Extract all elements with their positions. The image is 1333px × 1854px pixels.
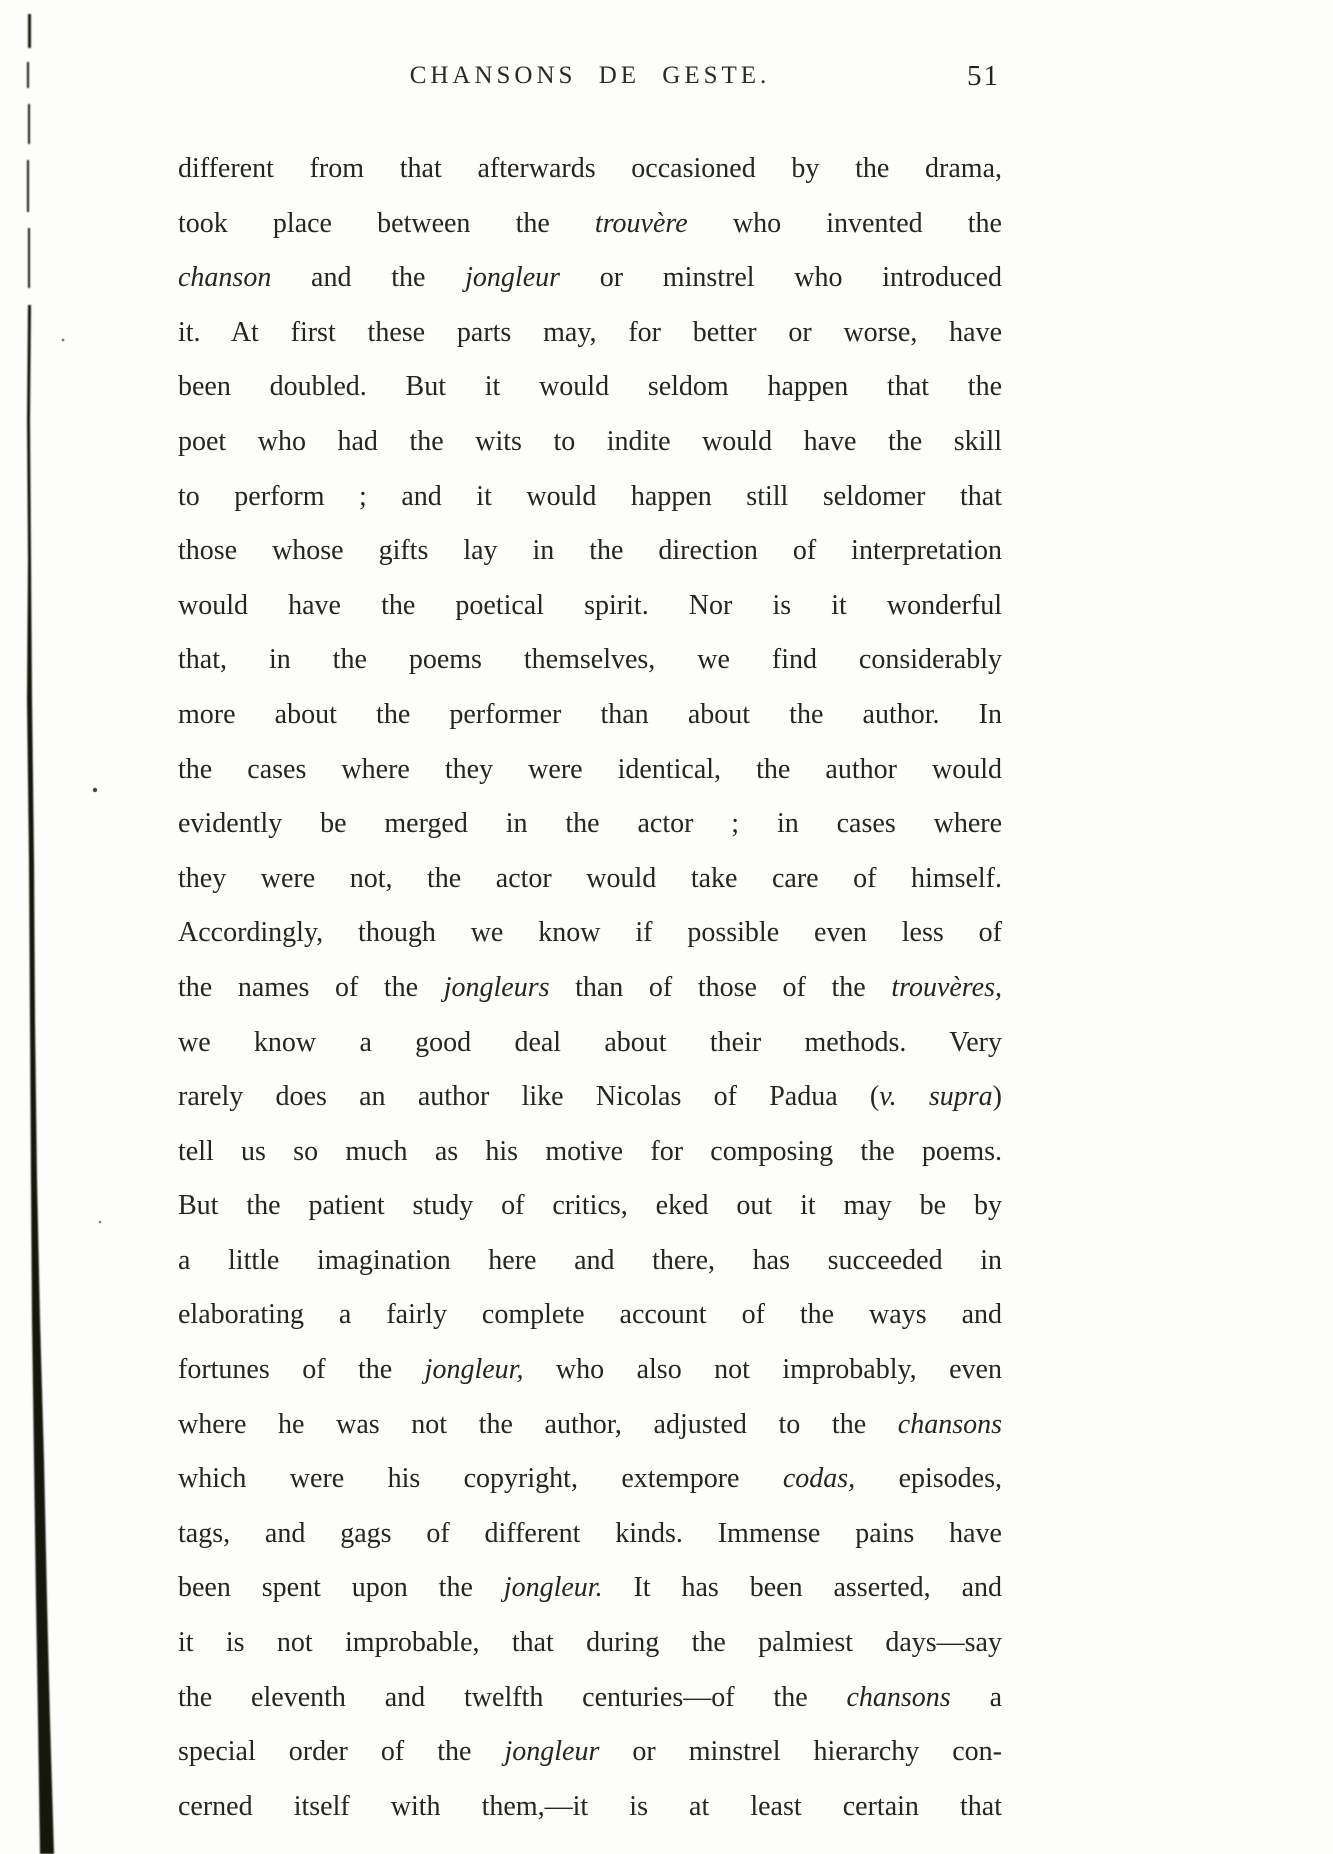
text-line xyxy=(178,1343,1002,1398)
text-line xyxy=(178,852,1002,907)
italic-term: jongleurs xyxy=(443,971,550,1003)
binding-top-marks xyxy=(27,14,31,288)
text-segment: evidently be merged in the actor ; in cases where xyxy=(178,808,1002,840)
text-segment: than of those of the xyxy=(549,971,892,1003)
text-segment: or minstrel who introduced xyxy=(560,262,1002,294)
text-segment: the eleventh and twelfth centuries—of the xyxy=(178,1681,847,1713)
text-segment: we know a good deal about their methods. Very xyxy=(178,1026,1002,1058)
page-header xyxy=(178,56,1002,118)
italic-term: chansons xyxy=(846,1681,951,1713)
text-line xyxy=(178,1125,1002,1180)
italic-term: jongleur xyxy=(465,262,561,294)
text-segment: would have the poetical spirit. Nor is it wonderful xyxy=(178,589,1002,621)
page-number: 51 xyxy=(967,60,1000,92)
text-segment: different from that afterwards occasioned by the drama, xyxy=(178,153,1002,184)
text-segment: where he was not the author, adjusted to the xyxy=(178,1408,898,1440)
text-line xyxy=(178,1725,1002,1780)
italic-term: jongleur, xyxy=(424,1354,524,1386)
text-line xyxy=(178,415,1002,470)
text-segment: poet who had the wits to indite would have the skill xyxy=(178,425,1002,457)
text-line xyxy=(178,1179,1002,1234)
text-segment: the names of the xyxy=(178,971,444,1003)
text-line xyxy=(178,1780,1002,1835)
text-line xyxy=(178,1288,1002,1343)
text-line xyxy=(178,1561,1002,1616)
italic-term: codas, xyxy=(782,1463,856,1495)
text-segment: been spent upon the xyxy=(178,1572,504,1604)
text-segment: special order of the xyxy=(178,1736,505,1768)
text-segment: tags, and gags of different kinds. Immense pains have xyxy=(178,1517,1002,1549)
text-line xyxy=(178,688,1002,743)
text-segment: took place between the xyxy=(178,207,595,239)
text-segment: been doubled. But it would seldom happen that the xyxy=(178,371,1002,403)
text-line xyxy=(178,1671,1002,1726)
text-segment: that, in the poems themselves, we find considerably xyxy=(178,644,1002,676)
italic-term: chanson xyxy=(178,262,272,294)
text-segment: rarely does an author like Nicolas of Padua ( xyxy=(178,1081,880,1113)
text-line xyxy=(178,797,1002,852)
italic-term: jongleur xyxy=(504,1736,600,1768)
text-segment: cerned itself with them,—it is at least certain that xyxy=(178,1790,1002,1822)
page-content xyxy=(178,56,1002,1834)
body-text xyxy=(178,142,1002,1834)
text-line xyxy=(178,633,1002,688)
ink-speck xyxy=(62,339,65,342)
text-line xyxy=(178,524,1002,579)
text-segment: tell us so much as his motive for composing the poems. xyxy=(178,1135,1002,1167)
text-line xyxy=(178,360,1002,415)
italic-term: jongleur. xyxy=(503,1572,603,1604)
text-line xyxy=(178,470,1002,525)
text-segment: it. At first these parts may, for better or worse, have xyxy=(178,316,1002,348)
italic-term: chansons xyxy=(897,1408,1002,1440)
text-segment: it is not improbable, that during the palmiest days—say xyxy=(178,1627,1002,1659)
text-segment: or minstrel hierarchy con- xyxy=(599,1736,1002,1768)
binding-main-line xyxy=(27,305,54,1854)
text-segment: It has been asserted, and xyxy=(602,1572,1002,1604)
text-line xyxy=(178,961,1002,1016)
text-line xyxy=(178,306,1002,361)
ink-speck xyxy=(99,1221,102,1224)
ink-speck xyxy=(93,788,97,792)
text-line xyxy=(178,1398,1002,1453)
text-line xyxy=(178,1452,1002,1507)
text-segment: and the xyxy=(271,262,466,294)
text-segment: elaborating a fairly complete account of the ways and xyxy=(178,1299,1002,1331)
text-line xyxy=(178,1507,1002,1562)
italic-term: v. supra xyxy=(879,1081,993,1113)
text-line xyxy=(178,142,1002,197)
text-segment: to perform ; and it would happen still seldomer that xyxy=(178,480,1002,512)
text-segment: the cases where they were identical, the author would xyxy=(178,753,1002,785)
text-segment: fortunes of the xyxy=(178,1354,425,1386)
text-line xyxy=(178,197,1002,252)
italic-term: trouvère xyxy=(594,207,688,239)
italic-term: trouvères, xyxy=(891,971,1002,1003)
text-segment: Accordingly, though we know if possible even less of xyxy=(178,917,1002,949)
text-segment: which were his copyright, extempore xyxy=(178,1463,783,1495)
text-line xyxy=(178,251,1002,306)
text-line xyxy=(178,1016,1002,1071)
text-line xyxy=(178,743,1002,798)
text-segment: ) xyxy=(992,1081,1002,1113)
text-line xyxy=(178,1070,1002,1125)
text-segment: But the patient study of critics, eked out it may be by xyxy=(178,1190,1002,1222)
text-segment: episodes, xyxy=(855,1463,1002,1495)
text-segment: a xyxy=(950,1681,1002,1713)
text-segment: they were not, the actor would take care of himself. xyxy=(178,862,1002,894)
running-title: CHANSONS DE GESTE. xyxy=(409,62,771,89)
text-segment: those whose gifts lay in the direction of interpretation xyxy=(178,535,1002,567)
text-line xyxy=(178,906,1002,961)
text-segment: who invented the xyxy=(687,207,1002,239)
text-segment: more about the performer than about the author. In xyxy=(178,698,1002,730)
text-line xyxy=(178,1234,1002,1289)
text-segment: who also not improbably, even xyxy=(523,1354,1002,1386)
text-line xyxy=(178,579,1002,634)
text-segment: a little imagination here and there, has succeeded in xyxy=(178,1244,1002,1276)
binding-shadow-artifact xyxy=(0,0,110,1854)
text-line xyxy=(178,1616,1002,1671)
